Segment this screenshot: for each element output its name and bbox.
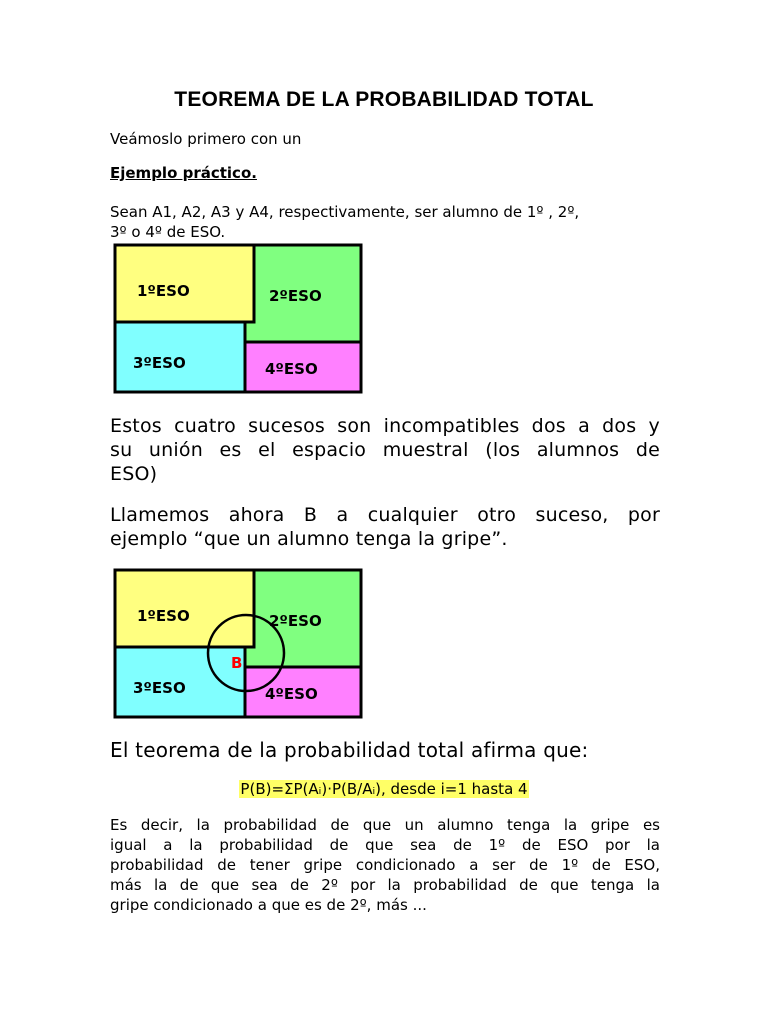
label-event-b: B <box>231 654 243 672</box>
formula-line <box>0 779 768 798</box>
paragraph-1-line-1: Estos cuatro sucesos son incompatibles dos a dos y <box>110 415 660 437</box>
label-1eso: 1ºESO <box>137 282 190 300</box>
definition-line-1: Sean A1, A2, A3 y A4, respectivamente, ser alumno de 1º , 2º, <box>110 203 580 221</box>
paragraph-1-line-3: ESO) <box>110 463 158 485</box>
example-heading: Ejemplo práctico. <box>110 164 257 182</box>
sample-space-diagram <box>113 243 363 394</box>
explanation-line-4: más la de que sea de 2º por la probabilidad de que tenga la <box>110 876 660 894</box>
explanation-line-5: gripe condicionado a que es de 2º, más ... <box>110 896 427 914</box>
explanation-line-1: Es decir, la probabilidad de que un alumno tenga la gripe es <box>110 816 660 834</box>
label-4eso: 4ºESO <box>265 685 318 703</box>
explanation-line-3: probabilidad de tener gripe condicionado a ser de 1º de ESO, <box>110 856 660 874</box>
label-3eso: 3ºESO <box>133 354 186 372</box>
paragraph-2-line-1: Llamemos ahora B a cualquier otro suceso, por <box>110 504 660 526</box>
label-2eso: 2ºESO <box>269 287 322 305</box>
event-b-diagram <box>113 568 363 719</box>
intro-text: Veámoslo primero con un <box>110 130 302 148</box>
explanation-line-2: igual a la probabilidad de que sea de 1º de ESO por la <box>110 836 660 854</box>
paragraph-2-line-2: ejemplo “que un alumno tenga la gripe”. <box>110 528 508 550</box>
label-1eso: 1ºESO <box>137 607 190 625</box>
paragraph-1-line-2: su unión es el espacio muestral (los alumnos de <box>110 439 660 461</box>
label-2eso: 2ºESO <box>269 612 322 630</box>
label-4eso: 4ºESO <box>265 360 318 378</box>
formula: P(B)=ΣP(Aᵢ)·P(B/Aᵢ), desde i=1 hasta 4 <box>240 780 528 798</box>
label-3eso: 3ºESO <box>133 679 186 697</box>
theorem-statement: El teorema de la probabilidad total afirma que: <box>110 738 589 762</box>
page-title: TEOREMA DE LA PROBABILIDAD TOTAL <box>174 88 594 111</box>
definition-line-2: 3º o 4º de ESO. <box>110 223 226 241</box>
